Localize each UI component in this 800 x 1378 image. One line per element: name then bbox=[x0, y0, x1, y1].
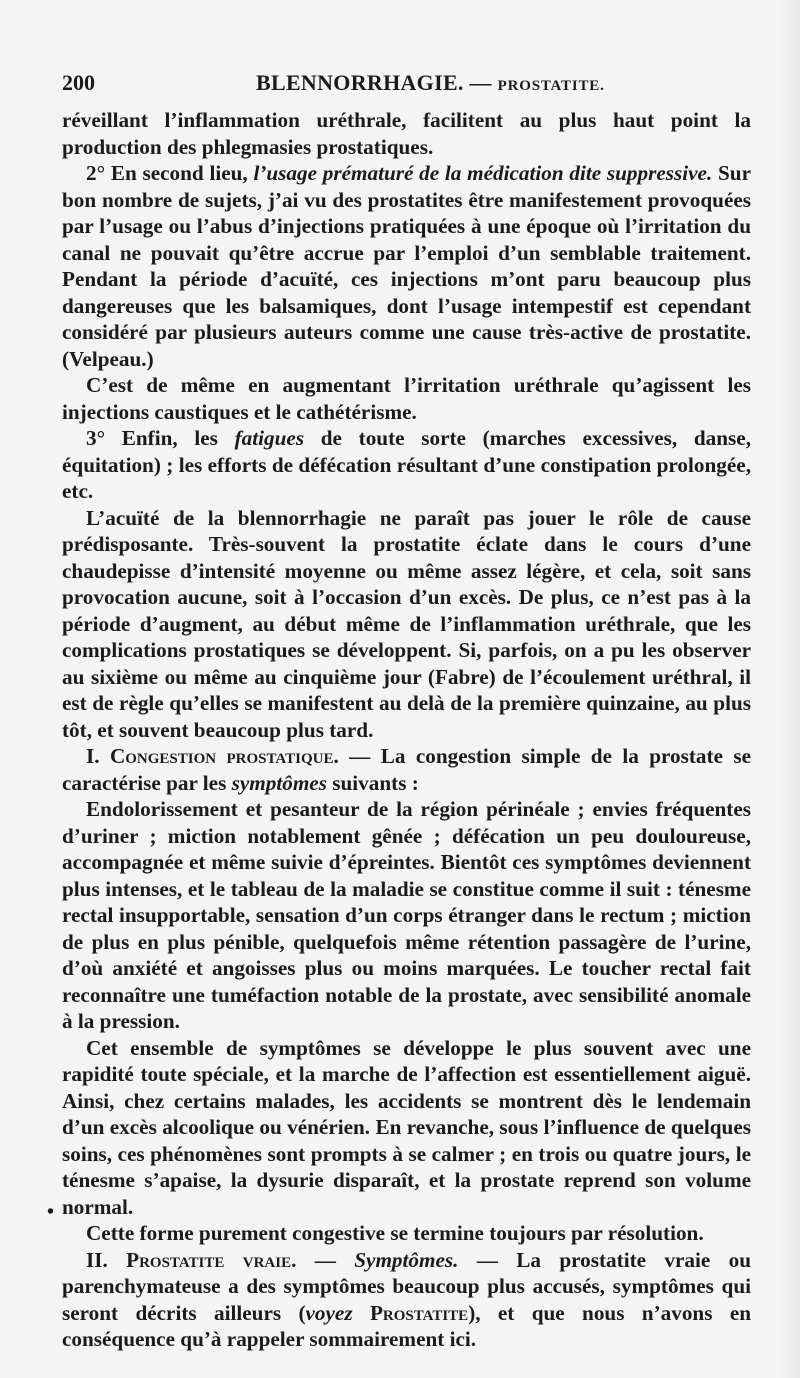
running-title bbox=[256, 70, 605, 96]
paragraph-7: Endolorissement et pesanteur de la région périnéale ; envies fréquentes d’uriner ; miction notablement gênée ; défécation un peu douloureuse, accompagnée et même suivie d’épreintes. Bientôt ces symptômes deviennent plus intenses, et le tableau de la maladie se constitue comme il suit : ténesme rectal insupportable, sensation d’un corps étranger dans le rectum ; miction de plus en plus pénible, quelquefois même rétention passagère de l’urine, d’où anxiété et angoisses plus ou moins marquées. Le toucher rectal fait reconnaître une tuméfaction notable de la prostate, avec sensibilité anomale à la pression. bbox=[62, 797, 751, 1033]
body-text bbox=[62, 107, 751, 1353]
paragraph-9: Cette forme purement congestive se termine toujours par résolution. bbox=[86, 1221, 704, 1245]
p10-cross-reference: Prostatite bbox=[369, 1300, 469, 1325]
p2-text: Sur bon nombre de sujets, j’ai vu des prostatites être manifestement provoquées par l’usage ou l’abus d’injections pratiquées à une époque où l’irritation du canal ne pouvait qu’être accrue par l’emploi d’un semblable traitement. Pendant la période d’acuïté, ces injections m’ont paru beaucoup plus dangereuses que les balsamiques, dont l’usage intempestif est cependant considéré par plusieurs auteurs comme une cause très-active de prostatite. (Velpeau.) bbox=[62, 161, 751, 371]
p6-text: — La congestion simple de la prostate se caractérise par les bbox=[62, 744, 752, 795]
paragraph-8: Cet ensemble de symptômes se développe le plus souvent avec une rapidité toute spéciale, et la marche de l’affection est essentiellement aiguë. Ainsi, chez certains malades, les accidents se montrent dès le lendemain d’un excès alcoolique ou vénérien. En revanche, sous l’influence de quelques soins, ces phénomènes sont prompts à se calmer ; en trois ou quatre jours, le ténesme s’apaise, la dysurie disparaît, et la prostate reprend son volume normal. bbox=[62, 1035, 751, 1219]
section-heading-congestion: Congestion prostatique. bbox=[109, 744, 339, 768]
page-edge-shadow bbox=[780, 0, 800, 1378]
page-number: 200 bbox=[62, 70, 95, 95]
section-heading-prostatite: Prostatite vraie. bbox=[126, 1247, 297, 1272]
p2-lead: 2° En second lieu, bbox=[86, 161, 254, 185]
paragraph-10 bbox=[62, 1247, 751, 1353]
p2-emphasis: l’usage prématuré de la médication dite suppressive. bbox=[253, 161, 713, 185]
paragraph-4 bbox=[62, 425, 751, 505]
p10-subheading: Symptômes. bbox=[354, 1247, 459, 1272]
p10-voyez: voyez bbox=[305, 1300, 353, 1325]
running-title-section: PROSTATITE. bbox=[497, 78, 605, 94]
running-title-main: BLENNORRHAGIE. — bbox=[256, 70, 498, 95]
paragraph-2 bbox=[62, 160, 751, 372]
p10-space bbox=[353, 1301, 370, 1325]
p10-text: — La prostatite vraie ou parenchymateuse a des symptômes beaucoup plus accusés, symptômes qui seront décrits ailleurs ( bbox=[62, 1247, 751, 1325]
margin-mark: • bbox=[47, 1201, 55, 1223]
running-header bbox=[62, 70, 782, 100]
p6-numeral: I. bbox=[86, 744, 110, 768]
paragraph-6 bbox=[62, 743, 751, 796]
p10-tail: ), et que nous n’avons en conséquence qu’à rappeler sommairement ici. bbox=[62, 1300, 752, 1351]
p4-text: de toute sorte (marches excessives, danse, équitation) ; les efforts de défécation résultant d’une constipation prolongée, etc. bbox=[62, 426, 751, 503]
p6-emphasis: symptômes bbox=[231, 770, 327, 795]
p4-emphasis: fatigues bbox=[234, 426, 305, 450]
p4-lead: 3° Enfin, les bbox=[86, 426, 235, 450]
p10-numeral: II. bbox=[86, 1247, 127, 1272]
paragraph-5: L’acuïté de la blennorrhagie ne paraît pas jouer le rôle de cause prédisposante. Très-souvent la prostatite éclate dans le cours d’une chaudepisse d’intensité moyenne ou même assez légère, et cela, soit sans provocation aucune, soit à l’occasion d’un excès. De plus, ce n’est pas à la période d’augment, au début même de l’inflammation uréthrale, que les complications prostatiques se développent. Si, parfois, on a pu les observer au sixième ou même au cinquième jour (Fabre) de l’écoulement uréthral, il est de règle qu’elles se manifestent au delà de la première quinzaine, au plus tôt, et souvent beaucoup plus tard. bbox=[62, 505, 751, 742]
p6-tail: suivants : bbox=[326, 770, 419, 795]
paragraph-3: C’est de même en augmentant l’irritation uréthrale qu’agissent les injections caustiques et le cathétérisme. bbox=[62, 373, 751, 424]
paragraph-1: réveillant l’inflammation uréthrale, facilitent au plus haut point la production des phlegmasies prostatiques. bbox=[62, 108, 751, 159]
p10-dash: — bbox=[296, 1247, 355, 1272]
